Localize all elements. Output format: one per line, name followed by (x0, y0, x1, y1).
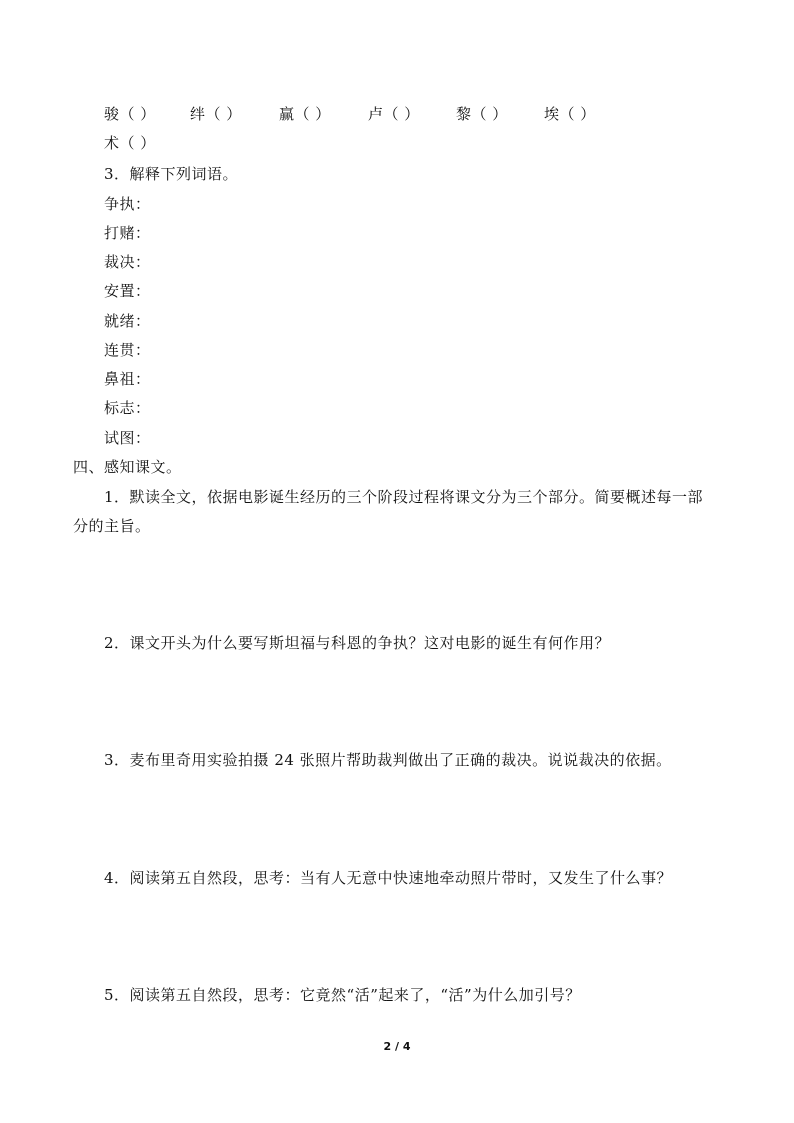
term-item: 裁决： (104, 253, 151, 271)
char-blank: （ ） (119, 134, 156, 152)
section-3-title: 3．解释下列词语。 (104, 165, 239, 183)
question-4: 4．阅读第五自然段，思考：当有人无意中快速地牵动照片带时，又发生了什么事？ (104, 869, 673, 887)
char-blank: （ ） (471, 105, 508, 123)
char-text: 埃 (544, 105, 560, 123)
char-text: 术 (104, 134, 120, 152)
char-item-7 (104, 133, 156, 153)
question-5: 5．阅读第五自然段，思考：它竟然“活”起来了，“活”为什么加引号？ (104, 986, 581, 1004)
char-blank: （ ） (559, 105, 596, 123)
term-item: 连贯： (104, 341, 151, 359)
question-1-line-1: 1．默读全文，依据电影诞生经历的三个阶段过程将课文分为三个部分。简要概述每一部 (104, 488, 704, 506)
term-item: 标志： (104, 399, 151, 417)
char-item-2 (190, 104, 242, 124)
term-item: 就绪： (104, 312, 151, 330)
term-item: 鼻祖： (104, 370, 151, 388)
char-item-4 (368, 104, 420, 124)
char-item-5 (456, 104, 508, 124)
char-blank: （ ） (205, 105, 242, 123)
section-4-title: 四、感知课文。 (73, 458, 182, 476)
question-3: 3．麦布里奇用实验拍摄 24 张照片帮助裁判做出了正确的裁决。说说裁决的依据。 (104, 751, 672, 769)
char-item-6 (544, 104, 596, 124)
question-1-line-2: 分的主旨。 (73, 517, 151, 535)
char-item-3 (279, 104, 331, 124)
term-item: 争执： (104, 195, 151, 213)
question-2: 2．课文开头为什么要写斯坦福与科恩的争执？这对电影的诞生有何作用？ (104, 634, 611, 652)
term-item: 打赌： (104, 224, 151, 242)
char-text: 卢 (368, 105, 384, 123)
term-item: 安置： (104, 282, 151, 300)
char-text: 赢 (279, 105, 295, 123)
term-item: 试图： (104, 429, 151, 447)
char-text: 骏 (104, 105, 120, 123)
char-blank: （ ） (383, 105, 420, 123)
char-text: 绊 (190, 105, 206, 123)
page-number: 2 / 4 (383, 1040, 411, 1053)
char-item-1 (104, 104, 156, 124)
char-text: 黎 (456, 105, 472, 123)
char-blank: （ ） (119, 105, 156, 123)
char-blank: （ ） (294, 105, 331, 123)
